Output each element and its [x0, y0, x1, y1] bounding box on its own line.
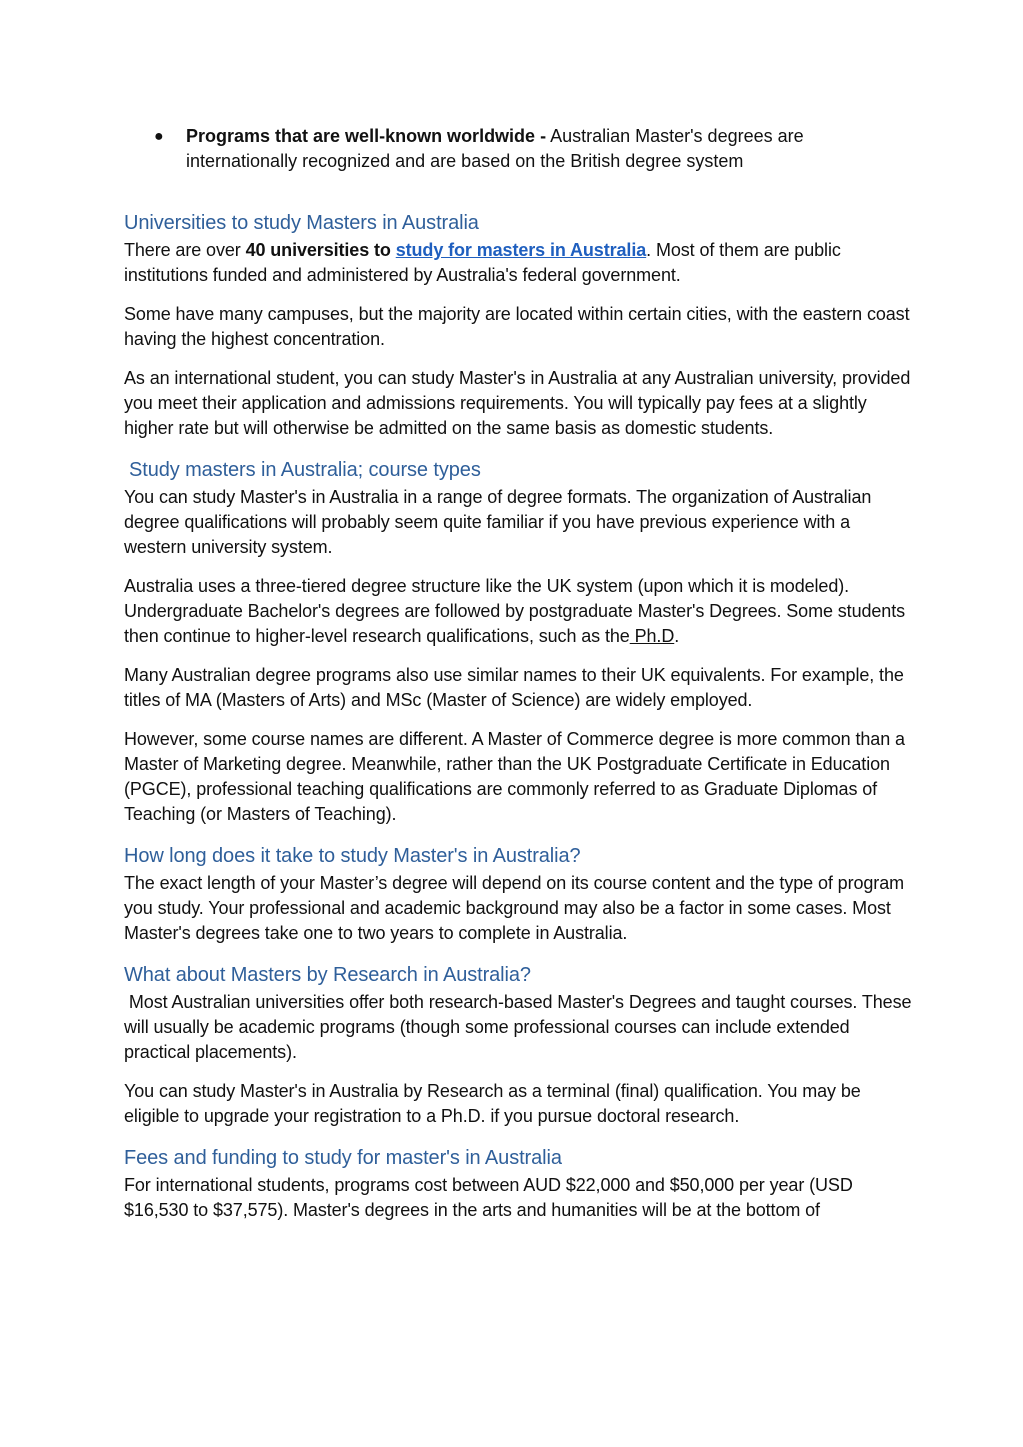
bullet-item	[124, 124, 914, 174]
bullet-bold-text: Programs that are well-known worldwide -	[186, 126, 547, 146]
text-span: Australia uses a three-tiered degree structure like the UK system (upon which it is modeled). Undergraduate Bachelor's degrees are followed by postgraduate Master's Degrees. Some students then continue to higher-level research qualifications, such as the	[124, 576, 906, 646]
document-body	[124, 124, 917, 1237]
paragraph-universities-count	[124, 238, 914, 288]
paragraph-international-student: As an international student, you can study Master's in Australia at any Australian university, provided you meet their application and admissions requirements. You will typically pay fees at a slightly higher rate but will otherwise be admitted on the same basis as domestic students.	[124, 368, 911, 438]
paragraph-course-names: However, some course names are different. A Master of Commerce degree is more common than a Master of Marketing degree. Meanwhile, rather than the UK Postgraduate Certificate in Education (PGCE), professional teaching qualifications are commonly referred to as Graduate Diplomas of Teaching (or Masters of Teaching).	[124, 729, 905, 824]
study-masters-link[interactable]: study for masters in Australia	[395, 240, 647, 260]
paragraph-fees: For international students, programs cost between AUD $22,000 and $50,000 per year (USD $16,530 to $37,575). Master's degrees in the arts and humanities will be at the bottom of	[124, 1175, 853, 1220]
paragraph-similar-names: Many Australian degree programs also use similar names to their UK equivalents. For example, the titles of MA (Masters of Arts) and MSc (Master of Science) are widely employed.	[124, 665, 904, 710]
paragraph-terminal-qualification: You can study Master's in Australia by Research as a terminal (final) qualification. You may be eligible to upgrade your registration to a Ph.D. if you pursue doctoral research.	[124, 1081, 861, 1126]
paragraph-three-tiered	[124, 574, 914, 649]
heading-course-types: Study masters in Australia; course types	[129, 459, 481, 481]
bullet-text: Australian Master's degrees are internationally recognized and are based on the British degree system	[186, 126, 804, 171]
bullet-icon: ●	[154, 128, 164, 145]
heading-research: What about Masters by Research in Australia?	[124, 964, 531, 986]
heading-how-long: How long does it take to study Master's in Australia?	[124, 845, 581, 867]
paragraph-degree-formats: You can study Master's in Australia in a range of degree formats. The organization of Australian degree qualifications will probably seem quite familiar if you have previous experience with a western university system.	[124, 487, 872, 557]
text-span: . Most of them are public institutions funded and administered by Australia's federal government.	[124, 240, 841, 285]
bold-text: 40 universities to	[245, 240, 396, 260]
paragraph-length: The exact length of your Master’s degree will depend on its course content and the type of program you study. Your professional and academic background may also be a factor in some cases. Most Master's degrees take one to two years to complete in Australia.	[124, 873, 904, 943]
text-span: .	[674, 626, 680, 646]
heading-universities: Universities to study Masters in Australia	[124, 212, 479, 234]
heading-fees: Fees and funding to study for master's in Australia	[124, 1147, 562, 1169]
paragraph-campuses: Some have many campuses, but the majority are located within certain cities, with the eastern coast having the highest concentration.	[124, 304, 910, 349]
phd-link[interactable]: Ph.D	[629, 626, 675, 646]
text-span: There are over	[124, 240, 246, 260]
paragraph-research-degrees: Most Australian universities offer both research-based Master's Degrees and taught courses. These will usually be academic programs (though some professional courses can include extended practical placements).	[124, 992, 917, 1062]
